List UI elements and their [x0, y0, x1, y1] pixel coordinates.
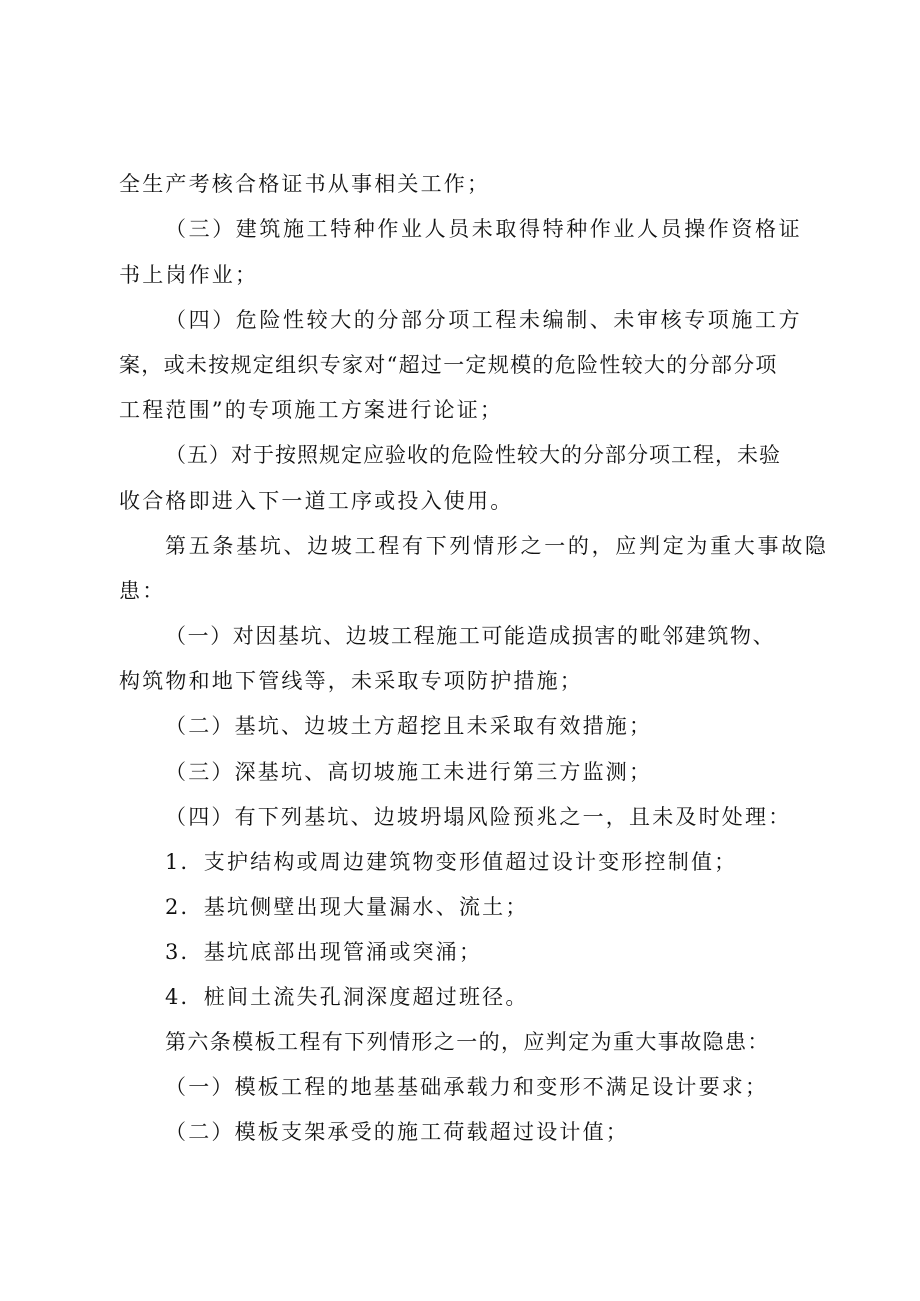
text-line: 构筑物和地下管线等，未采取专项防护措施； — [119, 669, 583, 693]
numbered-item: 1．支护结构或周边建筑物变形值超过设计变形控制值； — [165, 850, 738, 874]
text-line: （二）模板支架承受的施工荷载超过设计值； — [165, 1120, 629, 1144]
numbered-item: 4．桩间土流失孔洞深度超过班径。 — [165, 985, 529, 1009]
numbered-item: 3．基坑底部出现管涌或突涌； — [165, 940, 483, 964]
text-line: 工程范围”的专项施工方案进行论证； — [119, 398, 504, 422]
text-line: （三）建筑施工特种作业人员未取得特种作业人员操作资格证 — [165, 217, 803, 241]
text-line: 书上岗作业； — [119, 263, 259, 287]
text-line: 患： — [119, 579, 166, 603]
text-line: （四）危险性较大的分部分项工程未编制、未审核专项施工方 — [165, 308, 803, 332]
text-line: （一）模板工程的地基基础承载力和变形不满足设计要求； — [165, 1075, 769, 1099]
text-line: （五）对于按照规定应验收的危险性较大的分部分项工程，未验 — [165, 443, 781, 467]
text-line: （三）深基坑、高切坡施工未进行第三方监测； — [165, 760, 653, 784]
text-line: 全生产考核合格证书从事相关工作； — [119, 172, 491, 196]
text-line: （四）有下列基坑、边坡坍塌风险预兆之一，且未及时处理： — [165, 805, 792, 829]
text-line: （一）对因基坑、边坡工程施工可能造成损害的毗邻建筑物、 — [165, 624, 776, 648]
numbered-item: 2．基坑侧壁出现大量漏水、流土； — [165, 895, 529, 919]
text-line: 收合格即进入下一道工序或投入使用。 — [119, 489, 514, 513]
text-line: （二）基坑、边坡土方超挖且未采取有效措施； — [165, 714, 653, 738]
article-heading-line: 第五条基坑、边坡工程有下列情形之一的，应判定为重大事故隐 — [165, 534, 829, 558]
text-line: 案，或未按规定组织专家对“超过一定规模的危险性较大的分部分项 — [119, 353, 778, 377]
article-heading-line: 第六条模板工程有下列情形之一的，应判定为重大事故隐患： — [165, 1030, 770, 1054]
